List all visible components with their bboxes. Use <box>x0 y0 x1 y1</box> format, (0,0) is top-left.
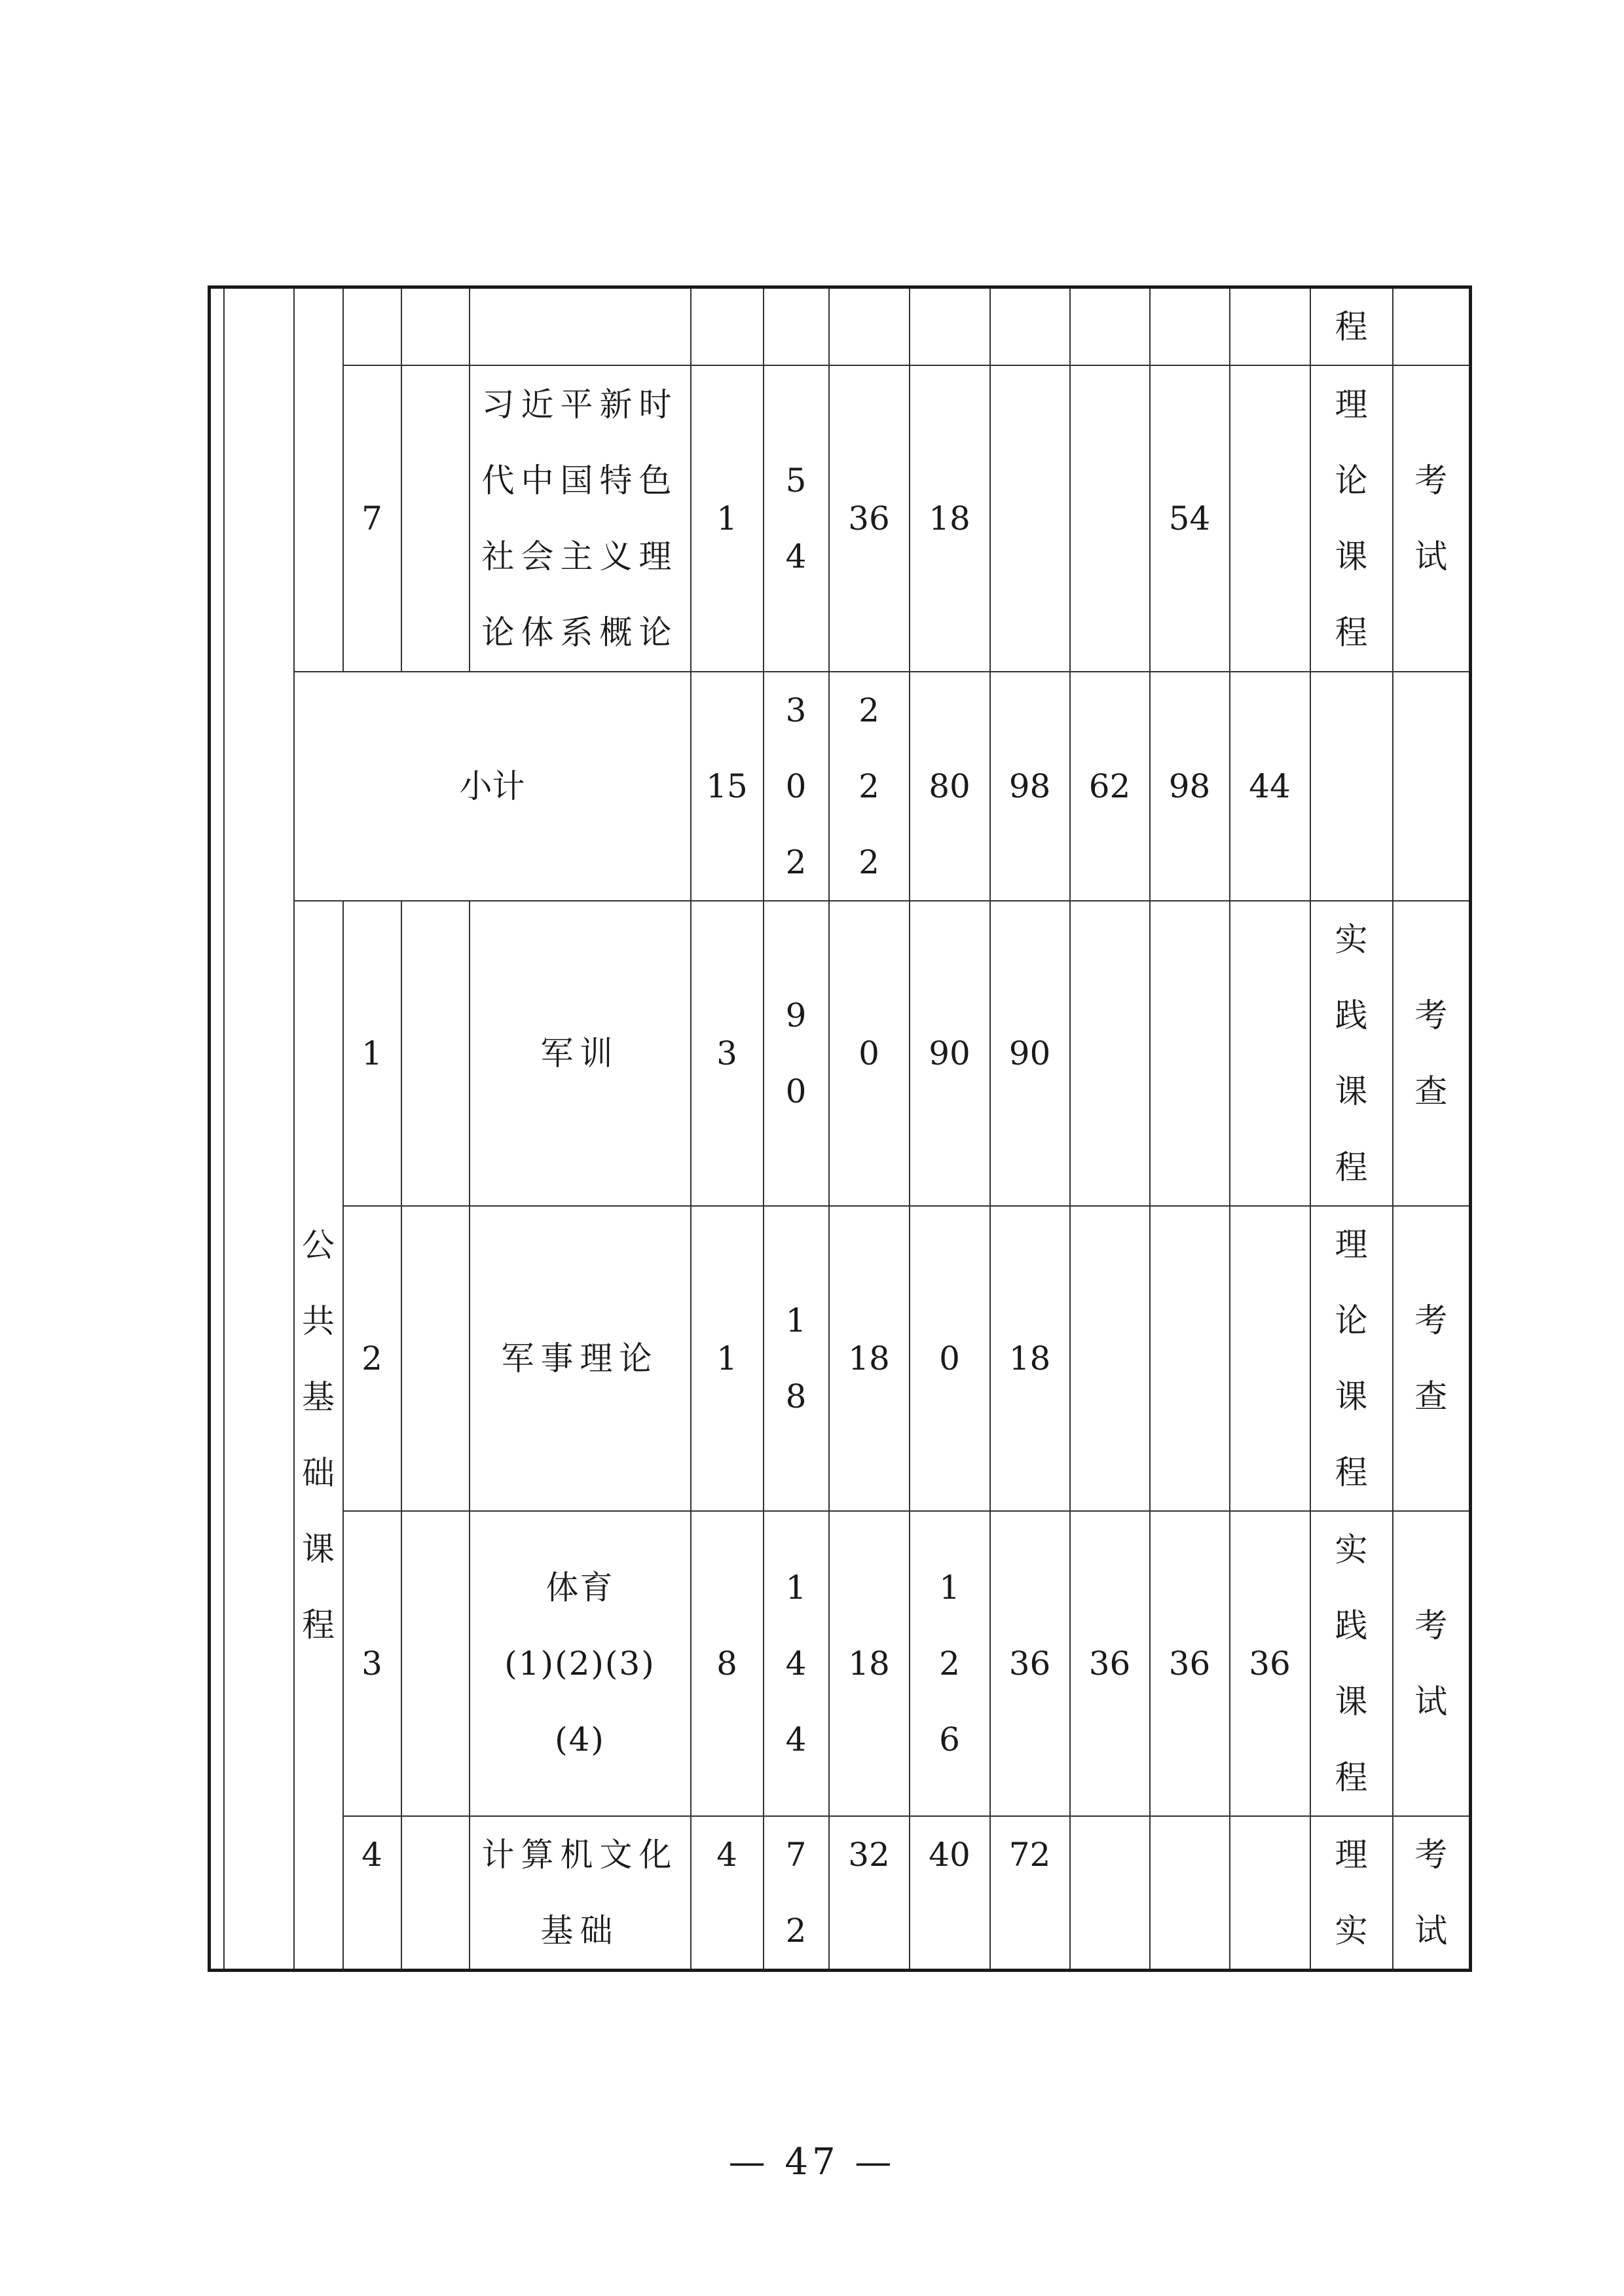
total-hours-cell: 18 <box>764 1206 829 1511</box>
curriculum-table <box>208 285 1472 1972</box>
practice-hours-cell: 40 <box>910 1816 990 1971</box>
course-type-cell: 理论课程 <box>1310 365 1393 672</box>
course-name-cell: 军事理论 <box>470 1206 691 1511</box>
subtotal-row <box>210 672 1471 901</box>
sem3-cell <box>1150 1816 1230 1971</box>
theory-hours-cell: 0 <box>829 901 910 1206</box>
subtotal-sem1: 98 <box>990 672 1070 901</box>
assessment-cell: 考查 <box>1393 1206 1471 1511</box>
practice-hours-cell: 0 <box>910 1206 990 1511</box>
credits-cell: 1 <box>691 365 764 672</box>
subtotal-sem4: 44 <box>1230 672 1310 901</box>
table-row <box>210 901 1471 1206</box>
sem2-cell <box>1070 365 1150 672</box>
sem2-cell <box>1070 1206 1150 1511</box>
sem4-cell <box>1230 1206 1310 1511</box>
table-row <box>210 1206 1471 1511</box>
sem4-cell <box>1230 365 1310 672</box>
subtotal-total-hours: 302 <box>764 672 829 901</box>
course-type-cell: 实践课程 <box>1310 901 1393 1206</box>
table-row <box>210 365 1471 672</box>
group-label-cell: 公共基础课程 <box>294 901 343 1971</box>
credits-cell: 8 <box>691 1511 764 1816</box>
practice-hours-cell: 18 <box>910 365 990 672</box>
subtotal-practice-hours: 80 <box>910 672 990 901</box>
table-row-continued <box>210 287 1471 366</box>
total-hours-cell: 54 <box>764 365 829 672</box>
theory-hours-cell: 32 <box>829 1816 910 1971</box>
practice-hours-cell: 90 <box>910 901 990 1206</box>
sem1-cell: 36 <box>990 1511 1070 1816</box>
subtotal-credits: 15 <box>691 672 764 901</box>
subtotal-sem2: 62 <box>1070 672 1150 901</box>
sem4-cell <box>1230 901 1310 1206</box>
course-name-cell: 军训 <box>470 901 691 1206</box>
course-name-cell: 习近平新时代中国特色社会主义理论体系概论 <box>470 365 691 672</box>
sem2-cell <box>1070 1816 1150 1971</box>
total-hours-cell: 72 <box>764 1816 829 1971</box>
border-spacer-col <box>210 287 224 1971</box>
credits-cell: 4 <box>691 1816 764 1971</box>
category-col <box>224 287 294 1971</box>
sem1-cell: 18 <box>990 1206 1070 1511</box>
course-type-cell: 理实 <box>1310 1816 1393 1971</box>
course-name-cell: 体育 (1)(2)(3)(4) <box>470 1511 691 1816</box>
theory-hours-cell: 18 <box>829 1206 910 1511</box>
seq-cell: 3 <box>343 1511 401 1816</box>
sem1-cell <box>990 365 1070 672</box>
credits-cell: 1 <box>691 1206 764 1511</box>
sem4-cell <box>1230 1816 1310 1971</box>
subtotal-theory-hours: 222 <box>829 672 910 901</box>
table-row <box>210 1511 1471 1816</box>
sem2-cell: 36 <box>1070 1511 1150 1816</box>
assessment-cell: 考查 <box>1393 901 1471 1206</box>
theory-hours-cell: 18 <box>829 1511 910 1816</box>
subtotal-assessment <box>1393 672 1471 901</box>
sem1-cell: 72 <box>990 1816 1070 1971</box>
total-hours-cell: 144 <box>764 1511 829 1816</box>
theory-hours-cell: 36 <box>829 365 910 672</box>
assessment-cell: 考试 <box>1393 365 1471 672</box>
group-col-top <box>294 287 343 672</box>
practice-hours-cell: 126 <box>910 1511 990 1816</box>
page-number: — 47 — <box>728 2141 896 2183</box>
sem4-cell: 36 <box>1230 1511 1310 1816</box>
credits-cell: 3 <box>691 901 764 1206</box>
sem1-cell: 90 <box>990 901 1070 1206</box>
subtotal-label: 小计 <box>294 672 691 901</box>
table-row <box>210 1816 1471 1971</box>
sem3-cell <box>1150 1206 1230 1511</box>
course-type-cell: 实践课程 <box>1310 1511 1393 1816</box>
seq-cell: 7 <box>343 365 401 672</box>
total-hours-cell: 90 <box>764 901 829 1206</box>
subtotal-course-type <box>1310 672 1393 901</box>
assessment-cell: 考试 <box>1393 1511 1471 1816</box>
sem3-cell: 54 <box>1150 365 1230 672</box>
sem3-cell: 36 <box>1150 1511 1230 1816</box>
seq-cell: 2 <box>343 1206 401 1511</box>
assessment-cell: 考试 <box>1393 1816 1471 1971</box>
course-type-cell: 理论课程 <box>1310 1206 1393 1511</box>
course-type-cell: 程 <box>1310 287 1393 366</box>
sem3-cell <box>1150 901 1230 1206</box>
seq-cell: 4 <box>343 1816 401 1971</box>
subtotal-sem3: 98 <box>1150 672 1230 901</box>
course-name-cell: 计算机文化基础 <box>470 1816 691 1971</box>
seq-cell: 1 <box>343 901 401 1206</box>
sem2-cell <box>1070 901 1150 1206</box>
